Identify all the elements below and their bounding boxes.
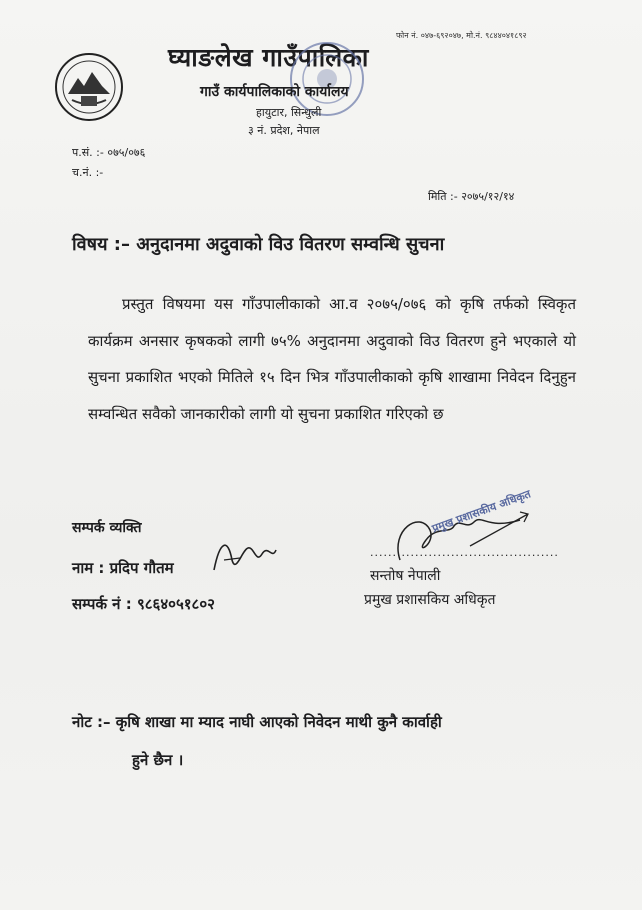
phone-line: फोन नं. ०४७-६९२०४७, मो.नं. ९८४४०४१८९२: [396, 31, 527, 40]
officer-title: प्रमुख प्रशासकिय अधिकृत: [364, 592, 496, 608]
officer-stamp: प्रमुख प्रशासकीय अधिकृत: [430, 487, 533, 536]
office-name: गाउँ कार्यपालिकाको कार्यालय: [200, 84, 349, 100]
emblem-icon: [54, 52, 124, 122]
body-paragraph: प्रस्तुत विषयमा यस गाँउपालीकाको आ.व २०७५/०७६ को कृषि तर्फको स्विकृत कार्यक्रम अनसार कृषकको लागी ७५% अनुदानमा अदुवाको विउ वितरण हुने भएकाले यो सुचना प्रकाशित भएको मितिले १५ दिन भित्र गाँउपालीकाको कृषि शाखामा निवेदन दिनुहुन सम्वन्धित सवैको जानकारीको लागी यो सुचना प्रकाशित गरिएको छ: [88, 295, 576, 423]
municipality-title: घ्याङलेख गाउँपालिका: [168, 43, 369, 72]
contact-name: नाम : प्रदिप गौतम: [72, 559, 174, 577]
contact-heading: सम्पर्क व्यक्ति: [72, 520, 142, 536]
note-line-2: हुने छैन ।: [132, 751, 184, 769]
notice-date: मिति :- २०७५/१२/१४: [428, 190, 515, 203]
contact-signature: [210, 530, 280, 578]
note-line-1: नोट :– कृषि शाखा मा म्याद नाघी आएको निवेदन माथी कुनै कार्वाही: [72, 713, 442, 731]
contact-phone: सम्पर्क नं : ९८६४०५१८०२: [72, 595, 215, 613]
subject-heading: विषय :– अनुदानमा अदुवाको विउ वितरण सम्वन्धि सुचना: [72, 234, 445, 255]
officer-name: सन्तोष नेपाली: [370, 568, 441, 584]
reference-number: प.सं. :- ०७५/०७६: [72, 146, 146, 159]
address-line-1: हायुटार, सिन्धुली: [256, 106, 322, 119]
address-line-2: ३ नं. प्रदेश, नेपाल: [248, 124, 320, 137]
signature-line: ..........................................: [370, 546, 559, 559]
notice-body: [88, 286, 576, 432]
dispatch-number: च.नं. :-: [72, 166, 104, 179]
